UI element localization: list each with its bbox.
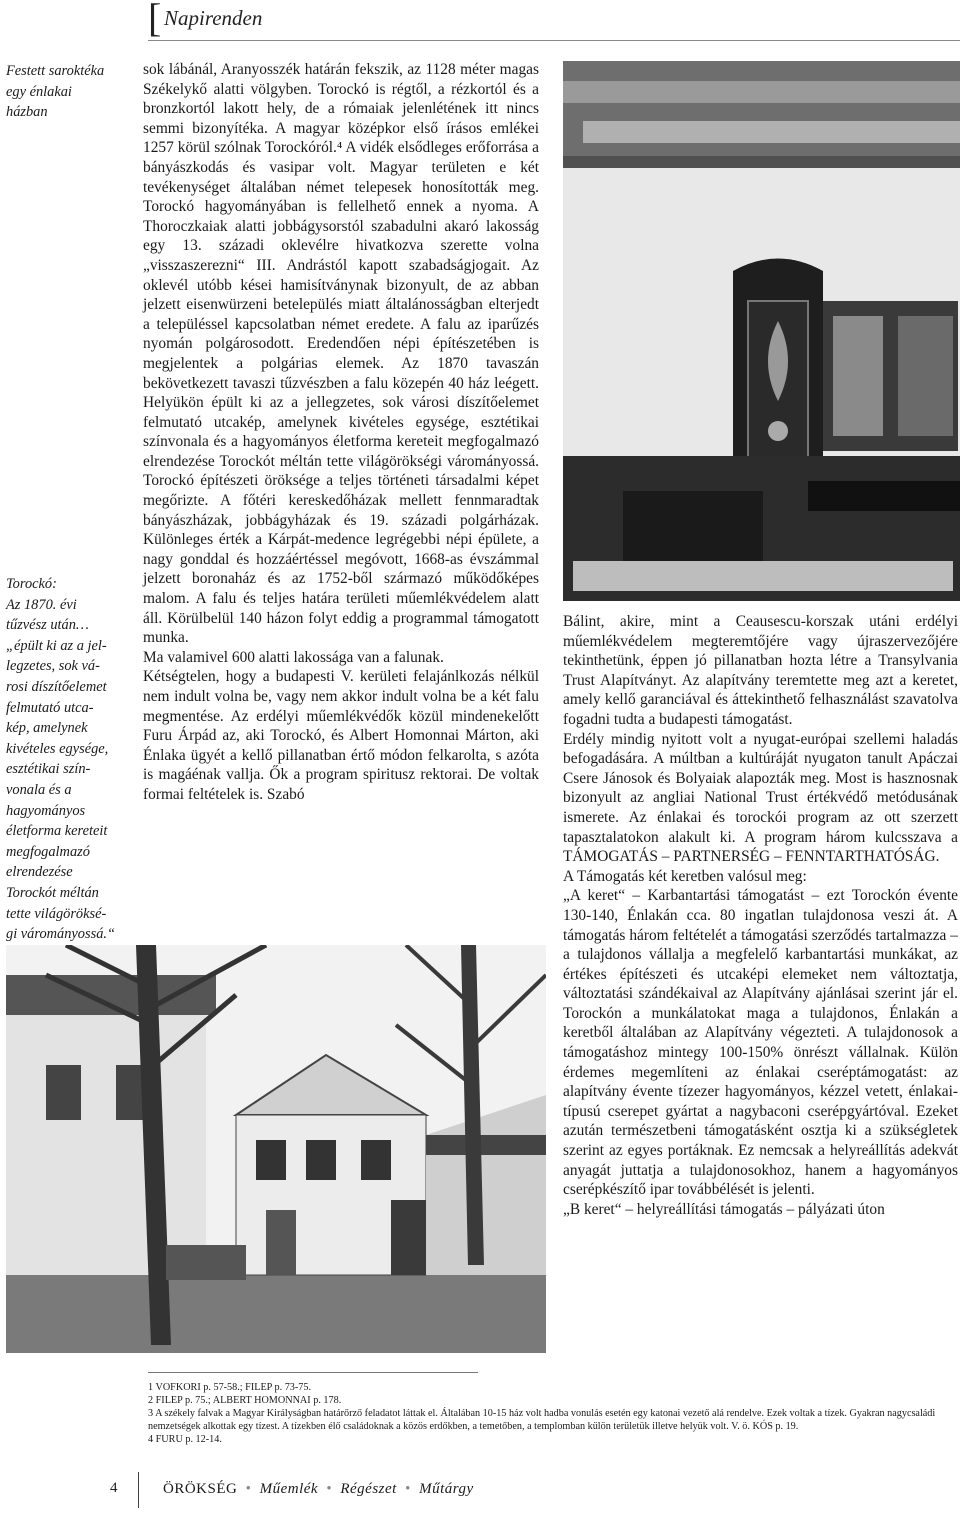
caption-torocko-quote: Torockó: Az 1870. évi tűzvész után… „épült ki az a jel- legzetes, sok vá- rosi díszítőelemet felmutató utca- kép, amelynek kivételes egysége, esztétikai szín- vonala és a hagyományos életforma kereteit megfogalmazó elrendezése Torockót méltán tette világöröksé- gi várományossá.“ [6, 576, 115, 943]
middle-column [143, 60, 539, 805]
footer-separator-line [138, 1472, 139, 1508]
bullet-separator: • [405, 1481, 411, 1497]
section-title: Napirenden [164, 6, 263, 30]
right-paragraph: Erdély mindig nyitott volt a nyugat-európai szellemi haladás befogadására. A múltban a kultúráját nyugaton tanult Apáczai Csere Jánosok és Bolyaiak alapozták meg. Most is hasznosnak bizonyult az angliai National Trust értékvédő metódusának ismerete. Az énlakai és torockói program az ott szerzett tapasztalatokon alakult ki. A program három kulcsszava a TÁMOGATÁS – PARTNERSÉG – FENNTARTHATÓSÁG. [563, 730, 958, 866]
right-paragraph: „B keret“ – helyreállítási támogatás – pályázati úton [563, 1200, 885, 1218]
caption-interior-photo: Festett saroktéka egy énlakai házban [6, 63, 105, 121]
right-column [563, 612, 958, 1219]
footnotes [148, 1381, 958, 1446]
right-paragraph: A Támogatás két keretben valósul meg: [563, 867, 807, 885]
footer-section: Műemlék [259, 1481, 319, 1497]
middle-paragraph: sok lábánál, Aranyosszék határán fekszik, az 1128 méter magas Székelykő alatti völgyben. Torockó is régtől, a rézkortól és a bronzkortól lakott hely, de a rómaiak jelenlétének itt nincs semmi bizonyítéka. A magyar középkor első írásos emlékei 1257 körül szólnak Torockóról.⁴ A vidék elsődleges erőforrása a bányászkodás és vasipar volt. Magyar területen e két tevékenységet általában német telepesek honosították meg. Torockó hagyományában is fellelhető ennek a nyoma. A Thoroczkaiak alatti jobbágysorstól szabadulni akaró lakosság egy 13. századi oklevélre hivatkozva szerette volna „visszaszerezni“ III. Andrástól kapott szabadságjogait. Az oklevél utóbb kései hamisítványnak bizonyult, de az abban jelzett eisenwürzeni betelepülés miatt általánosságban elterjedt a településsel kapcsolatban német eredete. A falu az iparűzés nyomán polgárosodott. Eredendően népi építészetében is megjelentek a polgárias elemek. Az 1870 tavaszán bekövetkezett tavaszi tűzvészben a falu közepén 40 ház leégett. Helyükön épült ki az a jellegzetes, sok városi díszítőelemet felmutató utcakép, amelynek kivételes egysége, esztétikai színvonala és a hagyományos életforma kereteit megfogalmazó elrendezése Torockót méltán tette világörökségi várományossá. Torockó építészeti öröksége a teljes történeti társadalmi képet megőrizte. A főtéri kereskedőházak mellett fennmaradtak bányászházak, jobbágyházak és 19. századi polgárházak. Különleges érték a Kárpát-medence legrégebbi népi épülete, a nagy gonddal és hozzáértéssel megóvott, 1668-as évszámmal jelzett boronaház és az 1752-ből származó működőképes malom. A falu és teljes határa területi műemlékvédelem alatt áll. Körülbelül 140 házon folyt eddig a programmal támogatott munka. [143, 61, 539, 647]
house-photo [6, 945, 546, 1353]
right-paragraph: Bálint, akire, mint a Ceausescu-korszak utáni erdélyi műemlékvédelem megteremtőjére vagy újraszervezőjére tekinthetünk, éppen jó pillanatban hozta létre a Transylvania Trust Alapítványt. Az alapítvány teremtette meg azt a keretet, amely kellő garanciával és áttekinthető felhasználást szavatolva fogadni tudta a budapesti támogatást. [563, 613, 958, 728]
header-bracket: [ [148, 0, 162, 40]
footer-section: Régészet [340, 1481, 397, 1497]
bullet-separator: • [245, 1481, 252, 1497]
middle-paragraph: Kétségtelen, hogy a budapesti V. kerületi felajánlkozás nélkül nem indult volna be, vagy nem akkor indult volna be a két falu megmentése. Az erdélyi műemlékvédők közül mindenekelőtt Furu Árpád az, aki Torockó, és Albert Homonnai Márton, aki Énlaka ügyét a kellő pillanatban értő módon felkarolta, s azóta is magáénak vallja. Ők a program spiritusz rektorai. De voltak formai feltételek is. Szabó [143, 668, 539, 803]
footnote: 3 A székely falvak a Magyar Királyságban határőrző feladatot láttak el. Általában 10-15 ház volt hadba vonulás esetén egy katonai vezető alá rendelve. Ezek voltak a tízek. Gyakran nagycsaládi nemzetségek alkottak egy tízest. A tízekben élő családoknak a közös erdőkben, a temetőben, a templomban külön területük illetve helyük volt. V. ö. KÓS p. 19. [148, 1408, 936, 1432]
footnote: 1 VOFKORI p. 57-58.; FILEP p. 73-75. [148, 1382, 312, 1393]
footer-running-title [163, 1481, 474, 1498]
header-rule [148, 40, 960, 41]
footnote: 2 FILEP p. 75.; ALBERT HOMONNAI p. 178. [148, 1395, 342, 1406]
right-paragraph: „A keret“ – Karbantartási támogatást – ezt Torockón évente 130-140, Énlakán cca. 80 ingatlan tulajdonosa veszi át. A támogatás három feltételét a támogatási szerződés tartalmazza – a tulajdonos vállalja a megfelelő karbantartási munkákat, az értékes építészeti és utcaképi elemeket nem változtatja, változtatási szándékaival az Alapítvány ajánlásai szerint jár el. Torockón a munkálatokat maga a tulajdonos, Énlakán a keretből általában az Alapítvány végezteti. A tulajdonosok a támogatáshoz mintegy 100-150% önrészt vállalnak. Külön érdemes megemlíteni az énlakai cseréptámogatást: az alapítvány évente tízezer hagyományos, kézzel vetett, énlakai-típusú cserepet gyártat a nagybaconi cserépgyártóval. Ezeket azután természetbeni támogatásként osztja ki a szükségletek szerint az egyes portáknak. Ez nemcsak a helyreállítás adekvát anyagát juttatja a tulajdonosokhoz, hanem a hagyományos cserépkészítő ipar továbbélését is jelenti. [563, 887, 958, 1199]
magazine-name: ÖRÖKSÉG [163, 1481, 238, 1497]
footer-section: Műtárgy [419, 1481, 474, 1497]
bullet-separator: • [326, 1481, 333, 1497]
middle-paragraph: Ma valamivel 600 alatti lakossága van a falunak. [143, 648, 444, 666]
footnote: 4 FURU p. 12-14. [148, 1434, 222, 1445]
page-number: 4 [110, 1480, 118, 1496]
footnote-rule [148, 1372, 478, 1373]
interior-photo [563, 61, 960, 601]
